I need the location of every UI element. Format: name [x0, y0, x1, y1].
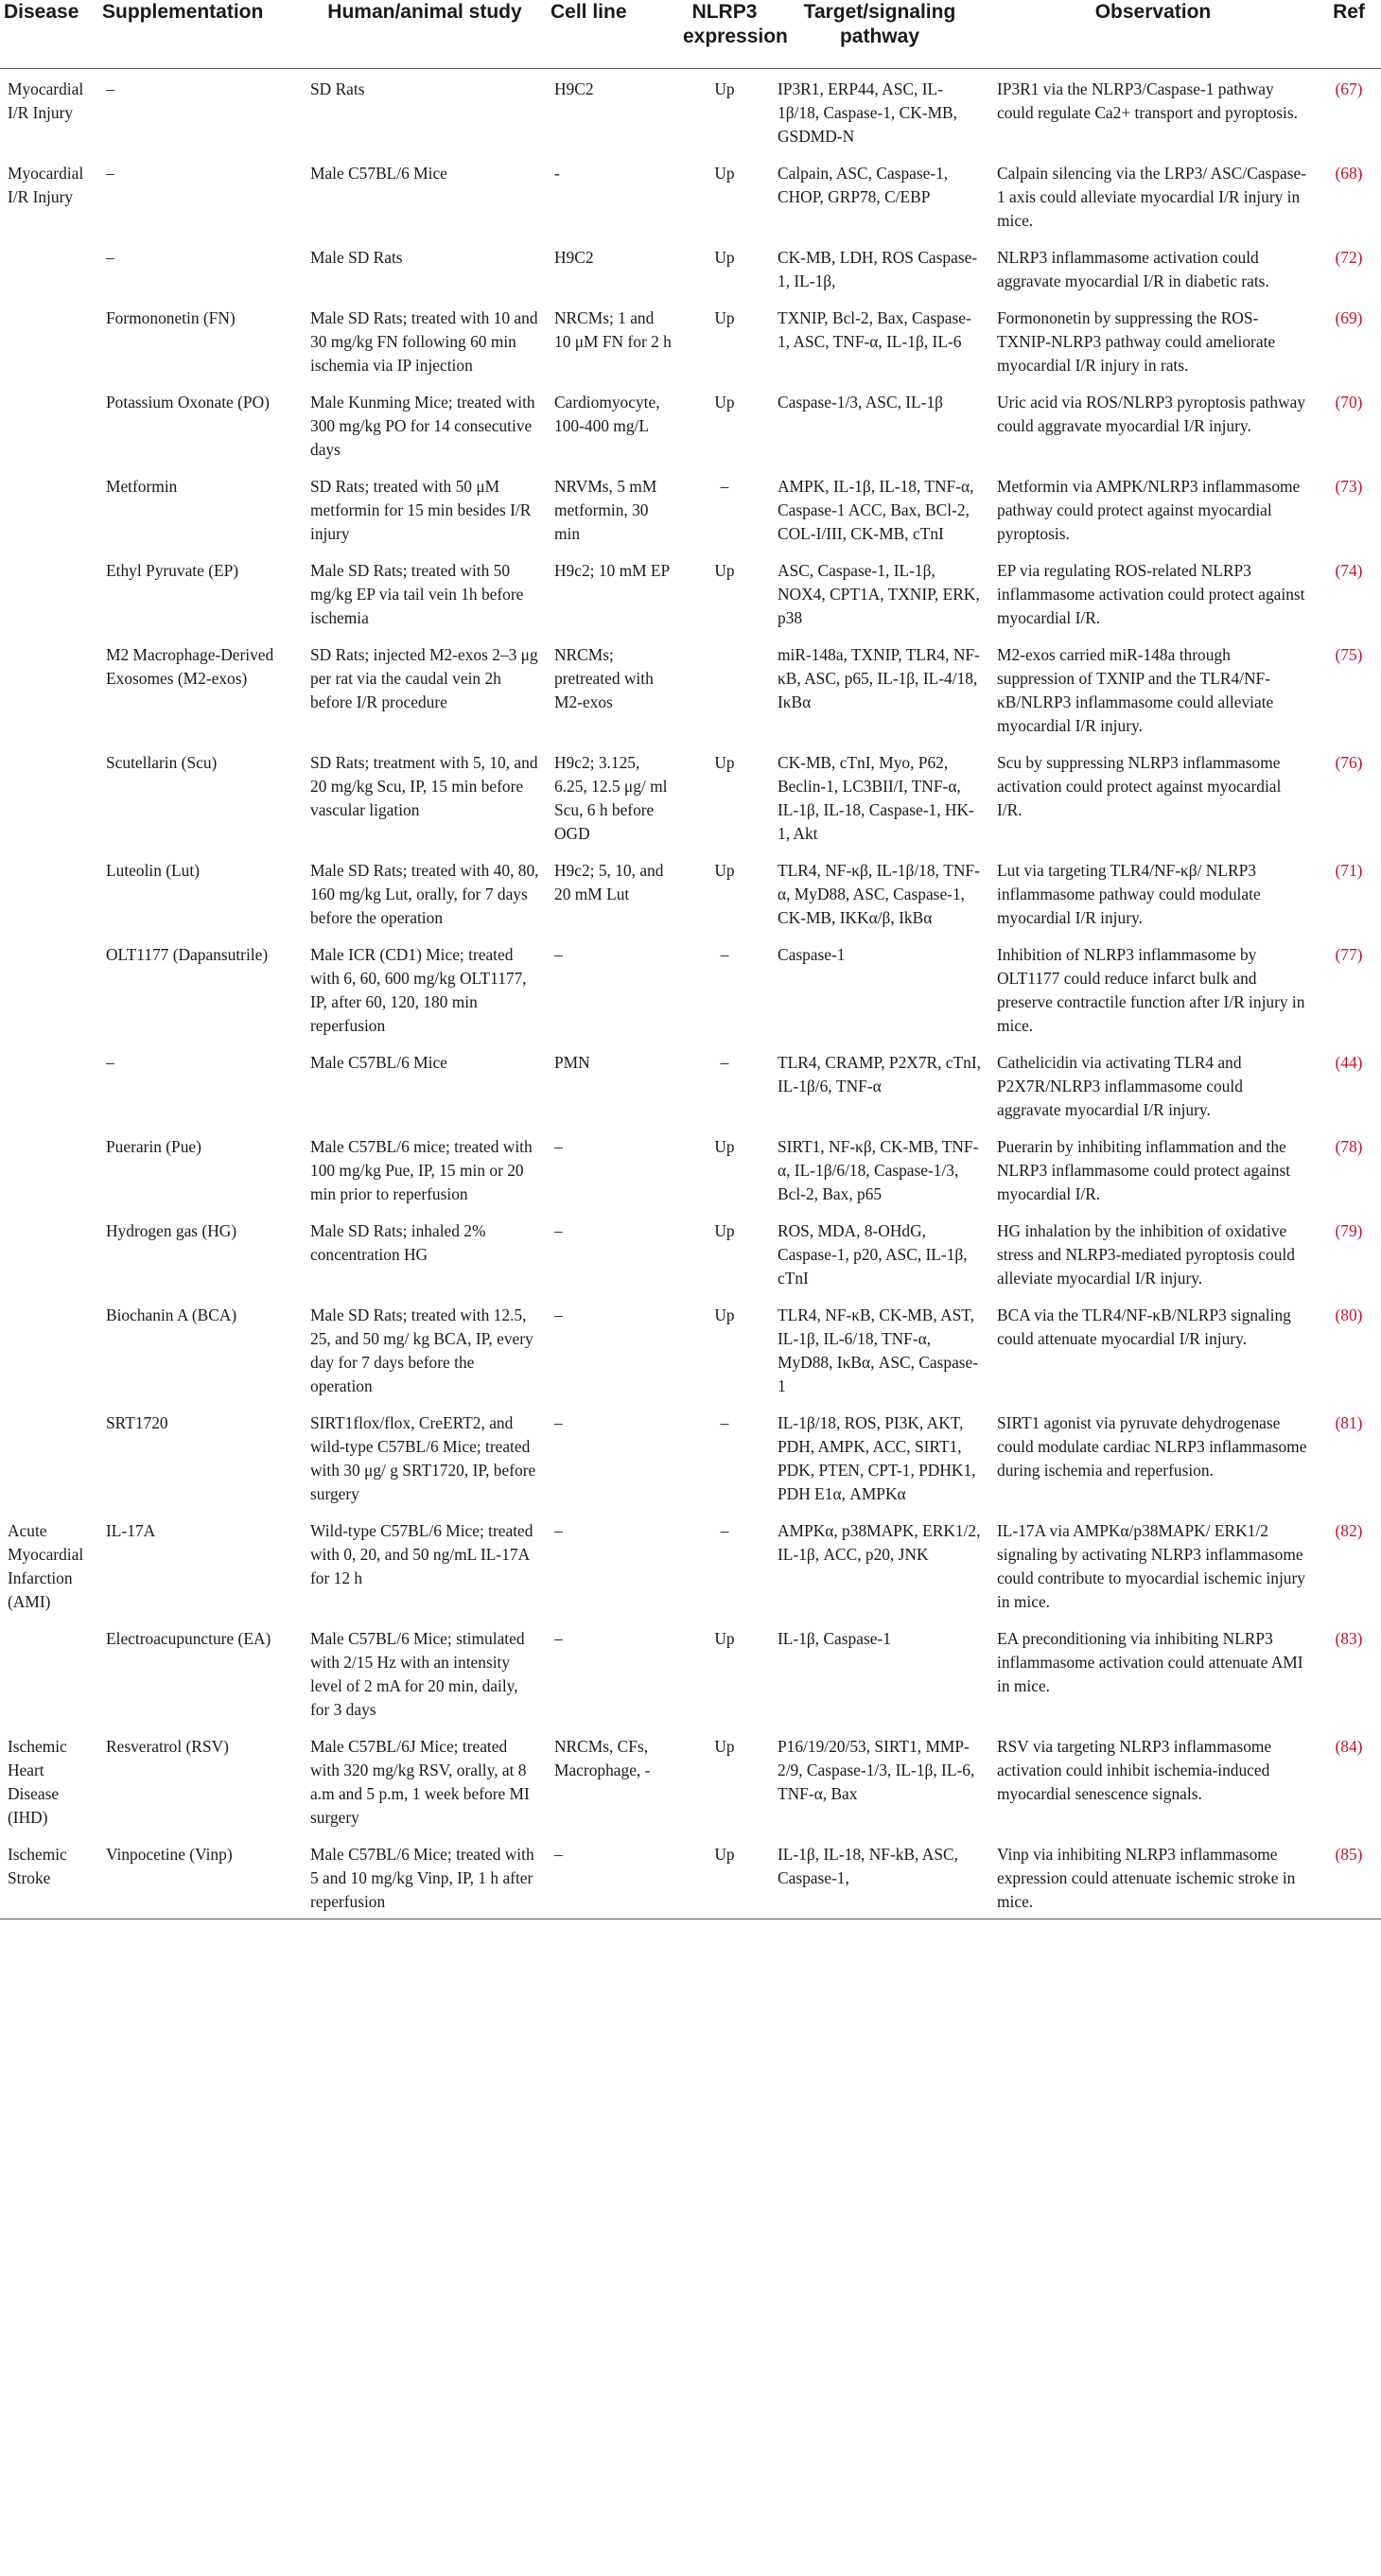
- cell-study: SD Rats; treated with 50 μM metformin for 15 min besides I/R injury: [310, 477, 532, 543]
- cell-cell-line: –: [554, 1221, 563, 1240]
- cell-study: SIRT1flox/flox, CreERT2, and wild-type C57BL/6 Mice; treated with 30 μg/ g SRT1720, IP, before surgery: [310, 1413, 536, 1503]
- cell-observation: NLRP3 inflammasome activation could aggravate myocardial I/R in diabetic rats.: [997, 248, 1269, 290]
- table-row: [0, 1211, 1381, 1295]
- cell-disease: Ischemic Stroke: [8, 1845, 67, 1887]
- cell-target: AMPK, IL-1β, IL-18, TNF-α, Caspase-1 ACC, Bax, BCl-2, COL-I/III, CK-MB, cTnI: [778, 477, 974, 543]
- cell-target: SIRT1, NF-κβ, CK-MB, TNF-α, IL-1β/6/18, Caspase-1/3, Bcl-2, Bax, p65: [778, 1137, 979, 1203]
- table-row: [0, 935, 1381, 1043]
- cell-observation: IP3R1 via the NLRP3/Caspase-1 pathway could regulate Ca2+ transport and pyroptosis.: [997, 79, 1298, 122]
- cell-cell-line: H9C2: [554, 79, 594, 98]
- cell-disease: [0, 466, 98, 551]
- cell-study: Male C57BL/6 Mice; treated with 5 and 10 mg/kg Vinp, IP, 1 h after reperfusion: [310, 1845, 534, 1911]
- cell-observation: RSV via targeting NLRP3 inflammasome activation could inhibit ischemia-induced myocardial senescence signals.: [997, 1737, 1272, 1803]
- cell-study: Male ICR (CD1) Mice; treated with 6, 60, 600 mg/kg OLT1177, IP, after 60, 120, 180 min reperfusion: [310, 945, 527, 1035]
- cell-ref[interactable]: (78): [1335, 1137, 1363, 1156]
- cell-ref[interactable]: (85): [1335, 1845, 1363, 1864]
- table-body: [0, 69, 1381, 1919]
- cell-observation: Lut via targeting TLR4/NF-κβ/ NLRP3 inflammasome pathway could modulate myocardial I/R injury.: [997, 861, 1261, 927]
- cell-nlrp3: Up: [714, 561, 735, 580]
- cell-study: Male C57BL/6 mice; treated with 100 mg/kg Pue, IP, 15 min or 20 min prior to reperfusion: [310, 1137, 533, 1203]
- cell-cell-line: –: [554, 1629, 563, 1648]
- cell-cell-line: H9c2; 5, 10, and 20 mM Lut: [554, 861, 664, 903]
- cell-supplementation: Resveratrol (RSV): [106, 1737, 229, 1756]
- cell-observation: M2-exos carried miR-148a through suppression of TXNIP and the TLR4/NF-κB/NLRP3 inflammasome could alleviate myocardial I/R injury.: [997, 645, 1274, 735]
- cell-study: Male Kunming Mice; treated with 300 mg/kg PO for 14 consecutive days: [310, 393, 535, 459]
- cell-nlrp3: Up: [714, 1137, 735, 1156]
- cell-observation: Uric acid via ROS/NLRP3 pyroptosis pathway could aggravate myocardial I/R injury.: [997, 393, 1306, 435]
- cell-cell-line: –: [554, 1521, 563, 1540]
- cell-nlrp3: Up: [714, 1306, 735, 1324]
- cell-study: Male C57BL/6 Mice: [310, 164, 447, 183]
- cell-supplementation: –: [106, 248, 114, 267]
- cell-supplementation: –: [106, 1053, 114, 1072]
- cell-observation: IL-17A via AMPKα/p38MAPK/ ERK1/2 signaling by activating NLRP3 inflammasome could contribute to myocardial ischemic injury in mice.: [997, 1521, 1305, 1611]
- cell-ref[interactable]: (69): [1335, 308, 1363, 327]
- cell-study: Male C57BL/6J Mice; treated with 320 mg/kg RSV, orally, at 8 a.m and 5 p.m, 1 week before MI surgery: [310, 1737, 530, 1827]
- cell-nlrp3: –: [720, 1413, 729, 1432]
- cell-disease: [0, 850, 98, 935]
- cell-disease: [0, 1127, 98, 1211]
- cell-disease: [0, 1295, 98, 1403]
- cell-nlrp3: –: [720, 945, 729, 964]
- cell-disease: [0, 237, 98, 298]
- cell-cell-line: –: [554, 1845, 563, 1864]
- cell-nlrp3: Up: [714, 1221, 735, 1240]
- cell-ref[interactable]: (76): [1335, 753, 1363, 772]
- cell-cell-line: NRVMs, 5 mM metformin, 30 min: [554, 477, 657, 543]
- table-row: [0, 382, 1381, 466]
- cell-observation: Metformin via AMPK/NLRP3 inflammasome pathway could protect against myocardial pyroptosis.: [997, 477, 1301, 543]
- cell-supplementation: Ethyl Pyruvate (EP): [106, 561, 239, 580]
- cell-target: P16/19/20/53, SIRT1, MMP-2/9, Caspase-1/3, IL-1β, IL-6, TNF-α, Bax: [778, 1737, 975, 1803]
- header-ref: Ref: [1333, 1, 1365, 23]
- cell-supplementation: Scutellarin (Scu): [106, 753, 218, 772]
- table-row: [0, 153, 1381, 237]
- cell-disease: Myocardial I/R Injury: [8, 164, 84, 206]
- cell-target: IP3R1, ERP44, ASC, IL-1β/18, Caspase-1, CK-MB, GSDMD-N: [778, 79, 957, 146]
- cell-nlrp3: Up: [714, 1845, 735, 1864]
- cell-target: IL-1β/18, ROS, PI3K, AKT, PDH, AMPK, ACC, SIRT1, PDK, PTEN, CPT-1, PDHK1, PDH E1α, AMPKα: [778, 1413, 976, 1503]
- cell-disease: [0, 635, 98, 743]
- header-target: Target/signaling pathway: [803, 1, 956, 47]
- header-supplementation: Supplementation: [102, 1, 264, 23]
- cell-target: ASC, Caspase-1, IL-1β, NOX4, CPT1A, TXNIP, ERK, p38: [778, 561, 980, 627]
- cell-ref[interactable]: (79): [1335, 1221, 1363, 1240]
- cell-disease: [0, 298, 98, 382]
- cell-nlrp3: Up: [714, 753, 735, 772]
- table-row: [0, 743, 1381, 850]
- cell-observation: HG inhalation by the inhibition of oxidative stress and NLRP3-mediated pyroptosis could alleviate myocardial I/R injury.: [997, 1221, 1295, 1288]
- cell-target: ROS, MDA, 8-OHdG, Caspase-1, p20, ASC, IL-1β, cTnI: [778, 1221, 968, 1288]
- cell-ref[interactable]: (77): [1335, 945, 1363, 964]
- cell-supplementation: Formononetin (FN): [106, 308, 236, 327]
- cell-supplementation: Vinpocetine (Vinp): [106, 1845, 233, 1864]
- cell-disease: Acute Myocardial Infarction (AMI): [8, 1521, 84, 1611]
- cell-ref[interactable]: (74): [1335, 561, 1363, 580]
- cell-study: SD Rats; treatment with 5, 10, and 20 mg/kg Scu, IP, 15 min before vascular ligation: [310, 753, 538, 819]
- cell-cell-line: –: [554, 1413, 563, 1432]
- cell-disease: [0, 1403, 98, 1511]
- cell-observation: Vinp via inhibiting NLRP3 inflammasome expression could attenuate ischemic stroke in mice.: [997, 1845, 1296, 1911]
- cell-study: Male C57BL/6 Mice: [310, 1053, 447, 1072]
- cell-target: Calpain, ASC, Caspase-1, CHOP, GRP78, C/EBP: [778, 164, 949, 206]
- cell-study: Wild-type C57BL/6 Mice; treated with 0, 20, and 50 ng/mL IL-17A for 12 h: [310, 1521, 533, 1587]
- cell-disease: [0, 1211, 98, 1295]
- cell-target: AMPKα, p38MAPK, ERK1/2, IL-1β, ACC, p20, JNK: [778, 1521, 981, 1564]
- cell-observation: SIRT1 agonist via pyruvate dehydrogenase could modulate cardiac NLRP3 inflammasome during ischemia and reperfusion.: [997, 1413, 1307, 1480]
- cell-study: Male SD Rats; treated with 50 mg/kg EP via tail vein 1h before ischemia: [310, 561, 524, 627]
- cell-nlrp3: [679, 635, 770, 743]
- table-row: [0, 1834, 1381, 1919]
- cell-ref[interactable]: (44): [1335, 1053, 1363, 1072]
- header-nlrp3: NLRP3 expression: [683, 1, 788, 47]
- cell-cell-line: NRCMs; pretreated with M2-exos: [554, 645, 654, 711]
- header-observation: Observation: [1094, 1, 1212, 23]
- cell-disease: [0, 551, 98, 635]
- cell-study: Male SD Rats; treated with 40, 80, 160 mg/kg Lut, orally, for 7 days before the operation: [310, 861, 539, 927]
- cell-ref[interactable]: (67): [1335, 79, 1363, 98]
- cell-nlrp3: –: [720, 1053, 729, 1072]
- cell-target: TLR4, NF-κB, CK-MB, AST, IL-1β, IL-6/18, TNF-α, MyD88, IκBα, ASC, Caspase-1: [778, 1306, 979, 1395]
- table-row: [0, 1511, 1381, 1619]
- cell-study: SD Rats; injected M2-exos 2–3 μg per rat via the caudal vein 2h before I/R procedure: [310, 645, 538, 711]
- header-cell-line: Cell line: [551, 1, 627, 23]
- cell-nlrp3: Up: [714, 1737, 735, 1756]
- cell-target: miR-148a, TXNIP, TLR4, NF-κB, ASC, p65, IL-1β, IL-4/18, IκBα: [778, 645, 980, 711]
- table-row: [0, 1619, 1381, 1726]
- table-row: [0, 850, 1381, 935]
- cell-supplementation: Potassium Oxonate (PO): [106, 393, 270, 412]
- table-row: [0, 1295, 1381, 1403]
- cell-observation: Cathelicidin via activating TLR4 and P2X7R/NLRP3 inflammasome could aggravate myocardial I/R injury.: [997, 1053, 1243, 1119]
- cell-ref[interactable]: (72): [1335, 248, 1363, 267]
- cell-supplementation: –: [106, 79, 114, 98]
- table-row: [0, 298, 1381, 382]
- cell-cell-line: NRCMs; 1 and 10 μM FN for 2 h: [554, 308, 672, 351]
- cell-observation: EA preconditioning via inhibiting NLRP3 inflammasome activation could attenuate AMI in mice.: [997, 1629, 1303, 1695]
- cell-ref[interactable]: (70): [1335, 393, 1363, 412]
- table-row: [0, 237, 1381, 298]
- cell-supplementation: Hydrogen gas (HG): [106, 1221, 237, 1240]
- cell-observation: Inhibition of NLRP3 inflammasome by OLT1177 could reduce infarct bulk and preserve contractile function after I/R injury in mice.: [997, 945, 1305, 1035]
- cell-ref[interactable]: (82): [1335, 1521, 1363, 1540]
- cell-ref[interactable]: (81): [1335, 1413, 1363, 1432]
- cell-nlrp3: Up: [714, 308, 735, 327]
- cell-study: Male SD Rats: [310, 248, 403, 267]
- cell-disease: [0, 743, 98, 850]
- table-row: [0, 466, 1381, 551]
- cell-supplementation: Metformin: [106, 477, 178, 496]
- cell-ref[interactable]: (71): [1335, 861, 1363, 880]
- cell-nlrp3: Up: [714, 164, 735, 183]
- cell-ref[interactable]: (83): [1335, 1629, 1363, 1648]
- header-row: [0, 0, 1381, 69]
- cell-study: Male C57BL/6 Mice; stimulated with 2/15 Hz with an intensity level of 2 mA for 20 min, daily, for 3 days: [310, 1629, 525, 1719]
- cell-observation: Puerarin by inhibiting inflammation and the NLRP3 inflammasome could protect against myocardial I/R.: [997, 1137, 1291, 1203]
- cell-ref[interactable]: (75): [1335, 645, 1363, 664]
- header-study: Human/animal study: [327, 1, 522, 23]
- cell-target: CK-MB, cTnI, Myo, P62, Beclin-1, LC3BII/I, TNF-α, IL-1β, IL-18, Caspase-1, HK-1, Akt: [778, 753, 974, 843]
- cell-cell-line: PMN: [554, 1053, 590, 1072]
- cell-target: IL-1β, IL-18, NF-kB, ASC, Caspase-1,: [778, 1845, 958, 1887]
- cell-supplementation: Biochanin A (BCA): [106, 1306, 237, 1324]
- cell-observation: BCA via the TLR4/NF-κB/NLRP3 signaling could attenuate myocardial I/R injury.: [997, 1306, 1291, 1348]
- cell-cell-line: -: [554, 164, 560, 183]
- table-row: [0, 1043, 1381, 1127]
- cell-disease: [0, 1619, 98, 1726]
- cell-cell-line: H9c2; 10 mM EP: [554, 561, 671, 580]
- cell-nlrp3: –: [720, 477, 729, 496]
- cell-disease: [0, 1043, 98, 1127]
- cell-nlrp3: –: [720, 1521, 729, 1540]
- cell-supplementation: SRT1720: [106, 1413, 168, 1432]
- cell-nlrp3: Up: [714, 393, 735, 412]
- cell-observation: Scu by suppressing NLRP3 inflammasome activation could protect against myocardial I/R.: [997, 753, 1282, 819]
- cell-observation: EP via regulating ROS-related NLRP3 inflammasome activation could protect against myocardial I/R.: [997, 561, 1305, 627]
- cell-target: TLR4, NF-κβ, IL-1β/18, TNF-α, MyD88, ASC, Caspase-1, CK-MB, IKKα/β, IkBα: [778, 861, 980, 927]
- cell-cell-line: NRCMs, CFs, Macrophage, -: [554, 1737, 651, 1779]
- cell-cell-line: –: [554, 945, 563, 964]
- cell-ref[interactable]: (68): [1335, 164, 1363, 183]
- cell-nlrp3: Up: [714, 79, 735, 98]
- cell-nlrp3: Up: [714, 861, 735, 880]
- table-row: [0, 551, 1381, 635]
- cell-target: IL-1β, Caspase-1: [778, 1629, 891, 1648]
- cell-cell-line: –: [554, 1306, 563, 1324]
- cell-supplementation: –: [106, 164, 114, 183]
- cell-supplementation: Puerarin (Pue): [106, 1137, 201, 1156]
- header-disease: Disease: [4, 1, 79, 23]
- table-row: [0, 1403, 1381, 1511]
- cell-supplementation: IL-17A: [106, 1521, 156, 1540]
- cell-supplementation: OLT1177 (Dapansutrile): [106, 945, 269, 964]
- cell-study: Male SD Rats; treated with 12.5, 25, and 50 mg/ kg BCA, IP, every day for 7 days before the operation: [310, 1306, 533, 1395]
- cell-disease: Ischemic Heart Disease (IHD): [8, 1737, 67, 1827]
- cell-supplementation: Electroacupuncture (EA): [106, 1629, 271, 1648]
- table-row: [0, 1127, 1381, 1211]
- table-row: [0, 635, 1381, 743]
- cell-study: SD Rats: [310, 79, 365, 98]
- cell-nlrp3: Up: [714, 248, 735, 267]
- cell-disease: [0, 382, 98, 466]
- cell-cell-line: Cardiomyocyte, 100-400 mg/L: [554, 393, 660, 435]
- cell-disease: Myocardial I/R Injury: [8, 79, 84, 122]
- cell-observation: Calpain silencing via the LRP3/ ASC/Caspase-1 axis could alleviate myocardial I/R injury in mice.: [997, 164, 1307, 230]
- table-row: [0, 69, 1381, 154]
- cell-target: TXNIP, Bcl-2, Bax, Caspase-1, ASC, TNF-α, IL-1β, IL-6: [778, 308, 971, 351]
- cell-study: Male SD Rats; treated with 10 and 30 mg/kg FN following 60 min ischemia via IP injection: [310, 308, 538, 375]
- cell-ref[interactable]: (73): [1335, 477, 1363, 496]
- table-row: [0, 1726, 1381, 1834]
- cell-cell-line: –: [554, 1137, 563, 1156]
- cell-nlrp3: Up: [714, 1629, 735, 1648]
- cell-ref[interactable]: (84): [1335, 1737, 1363, 1756]
- cell-supplementation: M2 Macrophage-Derived Exosomes (M2-exos): [106, 645, 274, 688]
- cell-supplementation: Luteolin (Lut): [106, 861, 201, 880]
- cell-study: Male SD Rats; inhaled 2% concentration HG: [310, 1221, 486, 1264]
- cell-ref[interactable]: (80): [1335, 1306, 1363, 1324]
- cell-cell-line: H9C2: [554, 248, 594, 267]
- cell-observation: Formononetin by suppressing the ROS-TXNIP-NLRP3 pathway could ameliorate myocardial I/R injury in rats.: [997, 308, 1276, 375]
- cell-target: Caspase-1: [778, 945, 846, 964]
- cell-target: TLR4, CRAMP, P2X7R, cTnI, IL-1β/6, TNF-α: [778, 1053, 981, 1095]
- cell-target: CK-MB, LDH, ROS Caspase-1, IL-1β,: [778, 248, 978, 290]
- cell-target: Caspase-1/3, ASC, IL-1β: [778, 393, 944, 412]
- cell-disease: [0, 935, 98, 1043]
- cell-cell-line: H9c2; 3.125, 6.25, 12.5 μg/ ml Scu, 6 h before OGD: [554, 753, 668, 843]
